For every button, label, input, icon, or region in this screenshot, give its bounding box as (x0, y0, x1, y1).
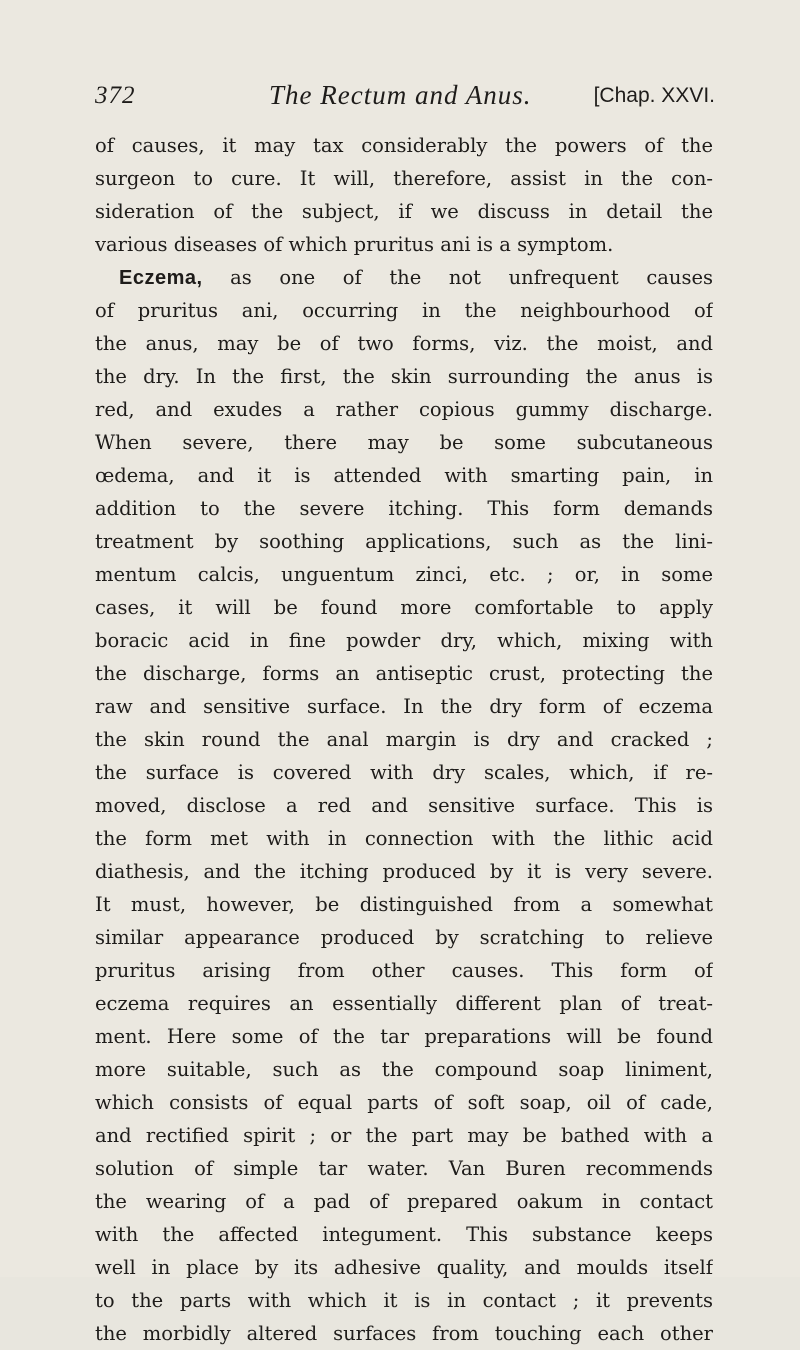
text-line: the discharge, forms an antiseptic crust, protecting the (95, 662, 713, 685)
text-line: the skin round the anal margin is dry and cracked ; (95, 728, 713, 751)
text-line: surgeon to cure. It will, therefore, assist in the con- (95, 167, 713, 190)
text-line: the anus, may be of two forms, viz. the moist, and (95, 332, 713, 355)
text-line: of causes, it may tax considerably the powers of the (95, 134, 713, 157)
page-number: 372 (95, 82, 136, 109)
text-line: It must, however, be distinguished from a somewhat (95, 893, 713, 916)
text-line: similar appearance produced by scratching to relieve (95, 926, 713, 949)
chapter-reference: [Chap. XXVI. (593, 84, 715, 107)
text-line-continuation: as one of the not unfrequent causes (230, 266, 713, 289)
book-title: The Rectum and Anus. (269, 80, 532, 110)
text-line: to the parts with which it is in contact ; it prevents (95, 1289, 713, 1312)
text-line: moved, disclose a red and sensitive surface. This is (95, 794, 713, 817)
text-line: treatment by soothing applications, such as the lini- (95, 530, 713, 553)
running-head (95, 80, 715, 116)
text-line: ment. Here some of the tar preparations will be found (95, 1025, 713, 1048)
text-line: the dry. In the first, the skin surrounding the anus is (95, 365, 713, 388)
text-line: raw and sensitive surface. In the dry form of eczema (95, 695, 713, 718)
text-line: of pruritus ani, occurring in the neighbourhood of (95, 299, 713, 322)
text-line: solution of simple tar water. Van Buren recommends (95, 1157, 713, 1180)
text-line: the surface is covered with dry scales, which, if re- (95, 761, 713, 784)
text-line: various diseases of which pruritus ani is a symptom. (95, 233, 614, 256)
text-line: more suitable, such as the compound soap liniment, (95, 1058, 713, 1081)
text-line: boracic acid in fine powder dry, which, mixing with (95, 629, 713, 652)
text-line: cases, it will be found more comfortable to apply (95, 596, 713, 619)
text-line: which consists of equal parts of soft soap, oil of cade, (95, 1091, 713, 1114)
text-line: mentum calcis, unguentum zinci, etc. ; or, in some (95, 563, 713, 586)
text-line: well in place by its adhesive quality, and moulds itself (95, 1256, 713, 1279)
text-line: the morbidly altered surfaces from touching each other (95, 1322, 713, 1345)
text-line: red, and exudes a rather copious gummy discharge. (95, 398, 713, 421)
text-line: diathesis, and the itching produced by it is very severe. (95, 860, 713, 883)
text-line: addition to the severe itching. This form demands (95, 497, 713, 520)
text-line: the form met with in connection with the lithic acid (95, 827, 713, 850)
text-line: sideration of the subject, if we discuss in detail the (95, 200, 713, 223)
section-headword: Eczema, (119, 267, 203, 289)
text-line: the wearing of a pad of prepared oakum in contact (95, 1190, 713, 1213)
text-line: œdema, and it is attended with smarting pain, in (95, 464, 713, 487)
text-line: eczema requires an essentially different plan of treat- (95, 992, 713, 1015)
paragraph-start-line (95, 261, 713, 294)
body-text (95, 129, 713, 1350)
text-line: When severe, there may be some subcutaneous (95, 431, 713, 454)
text-line: with the affected integument. This substance keeps (95, 1223, 713, 1246)
text-line: and rectified spirit ; or the part may be bathed with a (95, 1124, 713, 1147)
text-line: pruritus arising from other causes. This form of (95, 959, 713, 982)
